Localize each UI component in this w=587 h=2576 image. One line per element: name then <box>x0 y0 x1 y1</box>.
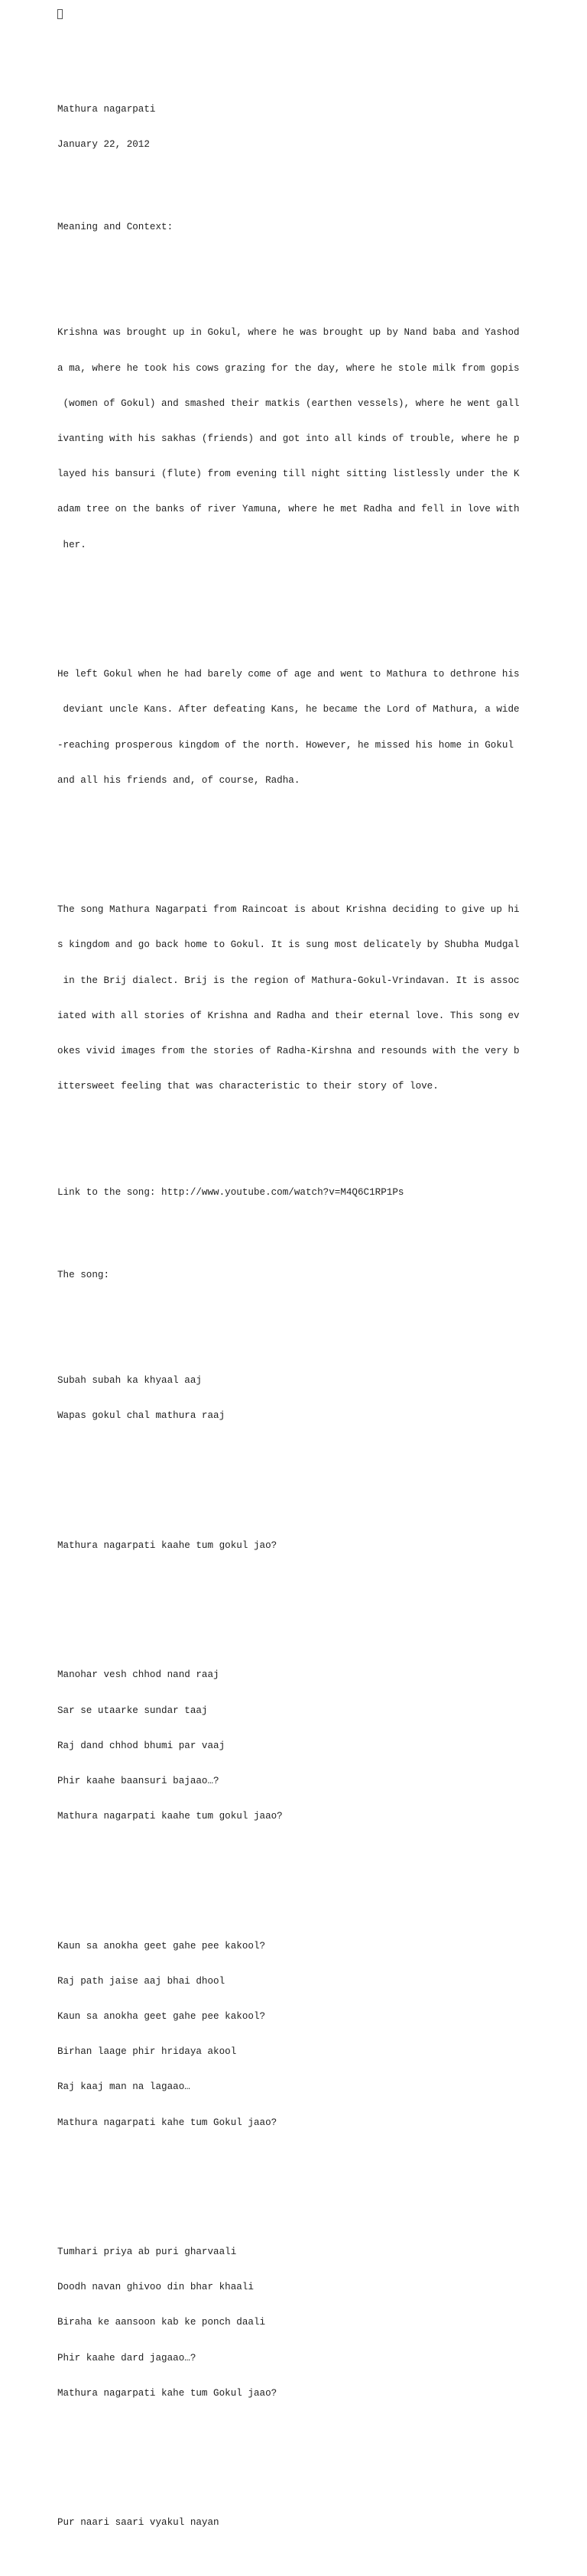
post-title: Mathura nagarpati <box>57 103 156 115</box>
stanza-6 <box>57 2493 531 2552</box>
lyric-line: Doodh navan ghivoo din bhar khaali <box>57 2282 254 2293</box>
text-line: ivanting with his sakhas (friends) and got into all kinds of trouble, where he p <box>57 433 520 445</box>
text-line: in the Brij dialect. Brij is the region of Mathura-Gokul-Vrindavan. It is assoc <box>57 975 520 986</box>
lyric-line: Manohar vesh chhod nand raaj <box>57 1669 219 1681</box>
lyric-line: Birhan laage phir hridaya akool <box>57 2046 237 2058</box>
missing-glyph-icon <box>57 9 63 19</box>
lyric-line: Mathura nagarpati kaahe tum gokul jao? <box>57 1539 277 1551</box>
stanza-3 <box>57 1646 531 1847</box>
text-line: Krishna was brought up in Gokul, where he was brought up by Nand baba and Yashod <box>57 327 520 339</box>
lyric-line: Raj dand chhod bhumi par vaaj <box>57 1740 225 1751</box>
lyric-line: Kaun sa anokha geet gahe pee kakool? <box>57 1940 266 1951</box>
paragraph-2 <box>57 645 531 810</box>
text-line: s kingdom and go back home to Gokul. It is sung most delicately by Shubha Mudgal <box>57 939 520 951</box>
text-line: okes vivid images from the stories of Radha-Kirshna and resounds with the very b <box>57 1045 520 1056</box>
lyric-line: Tumhari priya ab puri gharvaali <box>57 2247 237 2258</box>
text-line: a ma, where he took his cows grazing for the day, where he stole milk from gopis <box>57 362 520 374</box>
text-line: -reaching prosperous kingdom of the north. However, he missed his home in Gokul <box>57 739 514 751</box>
lyric-line: Phir kaahe baansuri bajaao…? <box>57 1775 219 1786</box>
lyric-line: Raj kaaj man na lagaao… <box>57 2081 190 2093</box>
lyric-line: Phir kaahe dard jagaao…? <box>57 2352 196 2363</box>
text-line: ittersweet feeling that was characteristic to their story of love. <box>57 1081 439 1092</box>
text-line: iated with all stories of Krishna and Radha and their eternal love. This song ev <box>57 1010 520 1021</box>
lyric-line: Kaun sa anokha geet gahe pee kakool? <box>57 2010 266 2022</box>
document-body <box>57 80 531 2576</box>
text-line: deviant uncle Kans. After defeating Kans, he became the Lord of Mathura, a wide <box>57 704 520 715</box>
text-line: He left Gokul when he had barely come of age and went to Mathura to dethrone his <box>57 669 520 680</box>
lyric-line: Wapas gokul chal mathura raaj <box>57 1410 225 1422</box>
text-line: and all his friends and, of course, Radha. <box>57 774 300 786</box>
paragraph-3 <box>57 881 531 1116</box>
lyric-line: Subah subah ka khyaal aaj <box>57 1375 202 1387</box>
lyric-line: Biraha ke aansoon kab ke ponch daali <box>57 2317 266 2328</box>
stanza-5 <box>57 2223 531 2423</box>
stanza-4 <box>57 1917 531 2153</box>
lyric-line: Raj path jaise aaj bhai dhool <box>57 1975 225 1987</box>
text-line: her. <box>57 539 86 550</box>
song-heading: The song: <box>57 1269 110 1280</box>
lyric-line: Mathura nagarpati kahe tum Gokul jaao? <box>57 2117 277 2128</box>
paragraph-1 <box>57 304 531 575</box>
post-date: January 22, 2012 <box>57 139 150 151</box>
stanza-2 <box>57 1517 531 1575</box>
text-line: adam tree on the banks of river Yamuna, where he met Radha and fell in love with <box>57 504 520 515</box>
text-line: layed his bansuri (flute) from evening till night sitting listlessly under the K <box>57 469 520 480</box>
text-line: The song Mathura Nagarpati from Raincoat is about Krishna deciding to give up hi <box>57 904 520 916</box>
song-link: Link to the song: http://www.youtube.com/watch?v=M4Q6C1RP1Ps <box>57 1186 404 1198</box>
text-line: (women of Gokul) and smashed their matkis (earthen vessels), where he went gall <box>57 397 520 409</box>
section-heading: Meaning and Context: <box>57 221 174 232</box>
lyric-line: Mathura nagarpati kaahe tum gokul jaao? <box>57 1811 283 1822</box>
lyric-line: Sar se utaarke sundar taaj <box>57 1705 208 1716</box>
lyric-line: Mathura nagarpati kahe tum Gokul jaao? <box>57 2387 277 2399</box>
stanza-1 <box>57 1351 531 1445</box>
lyric-line: Pur naari saari vyakul nayan <box>57 2517 219 2529</box>
